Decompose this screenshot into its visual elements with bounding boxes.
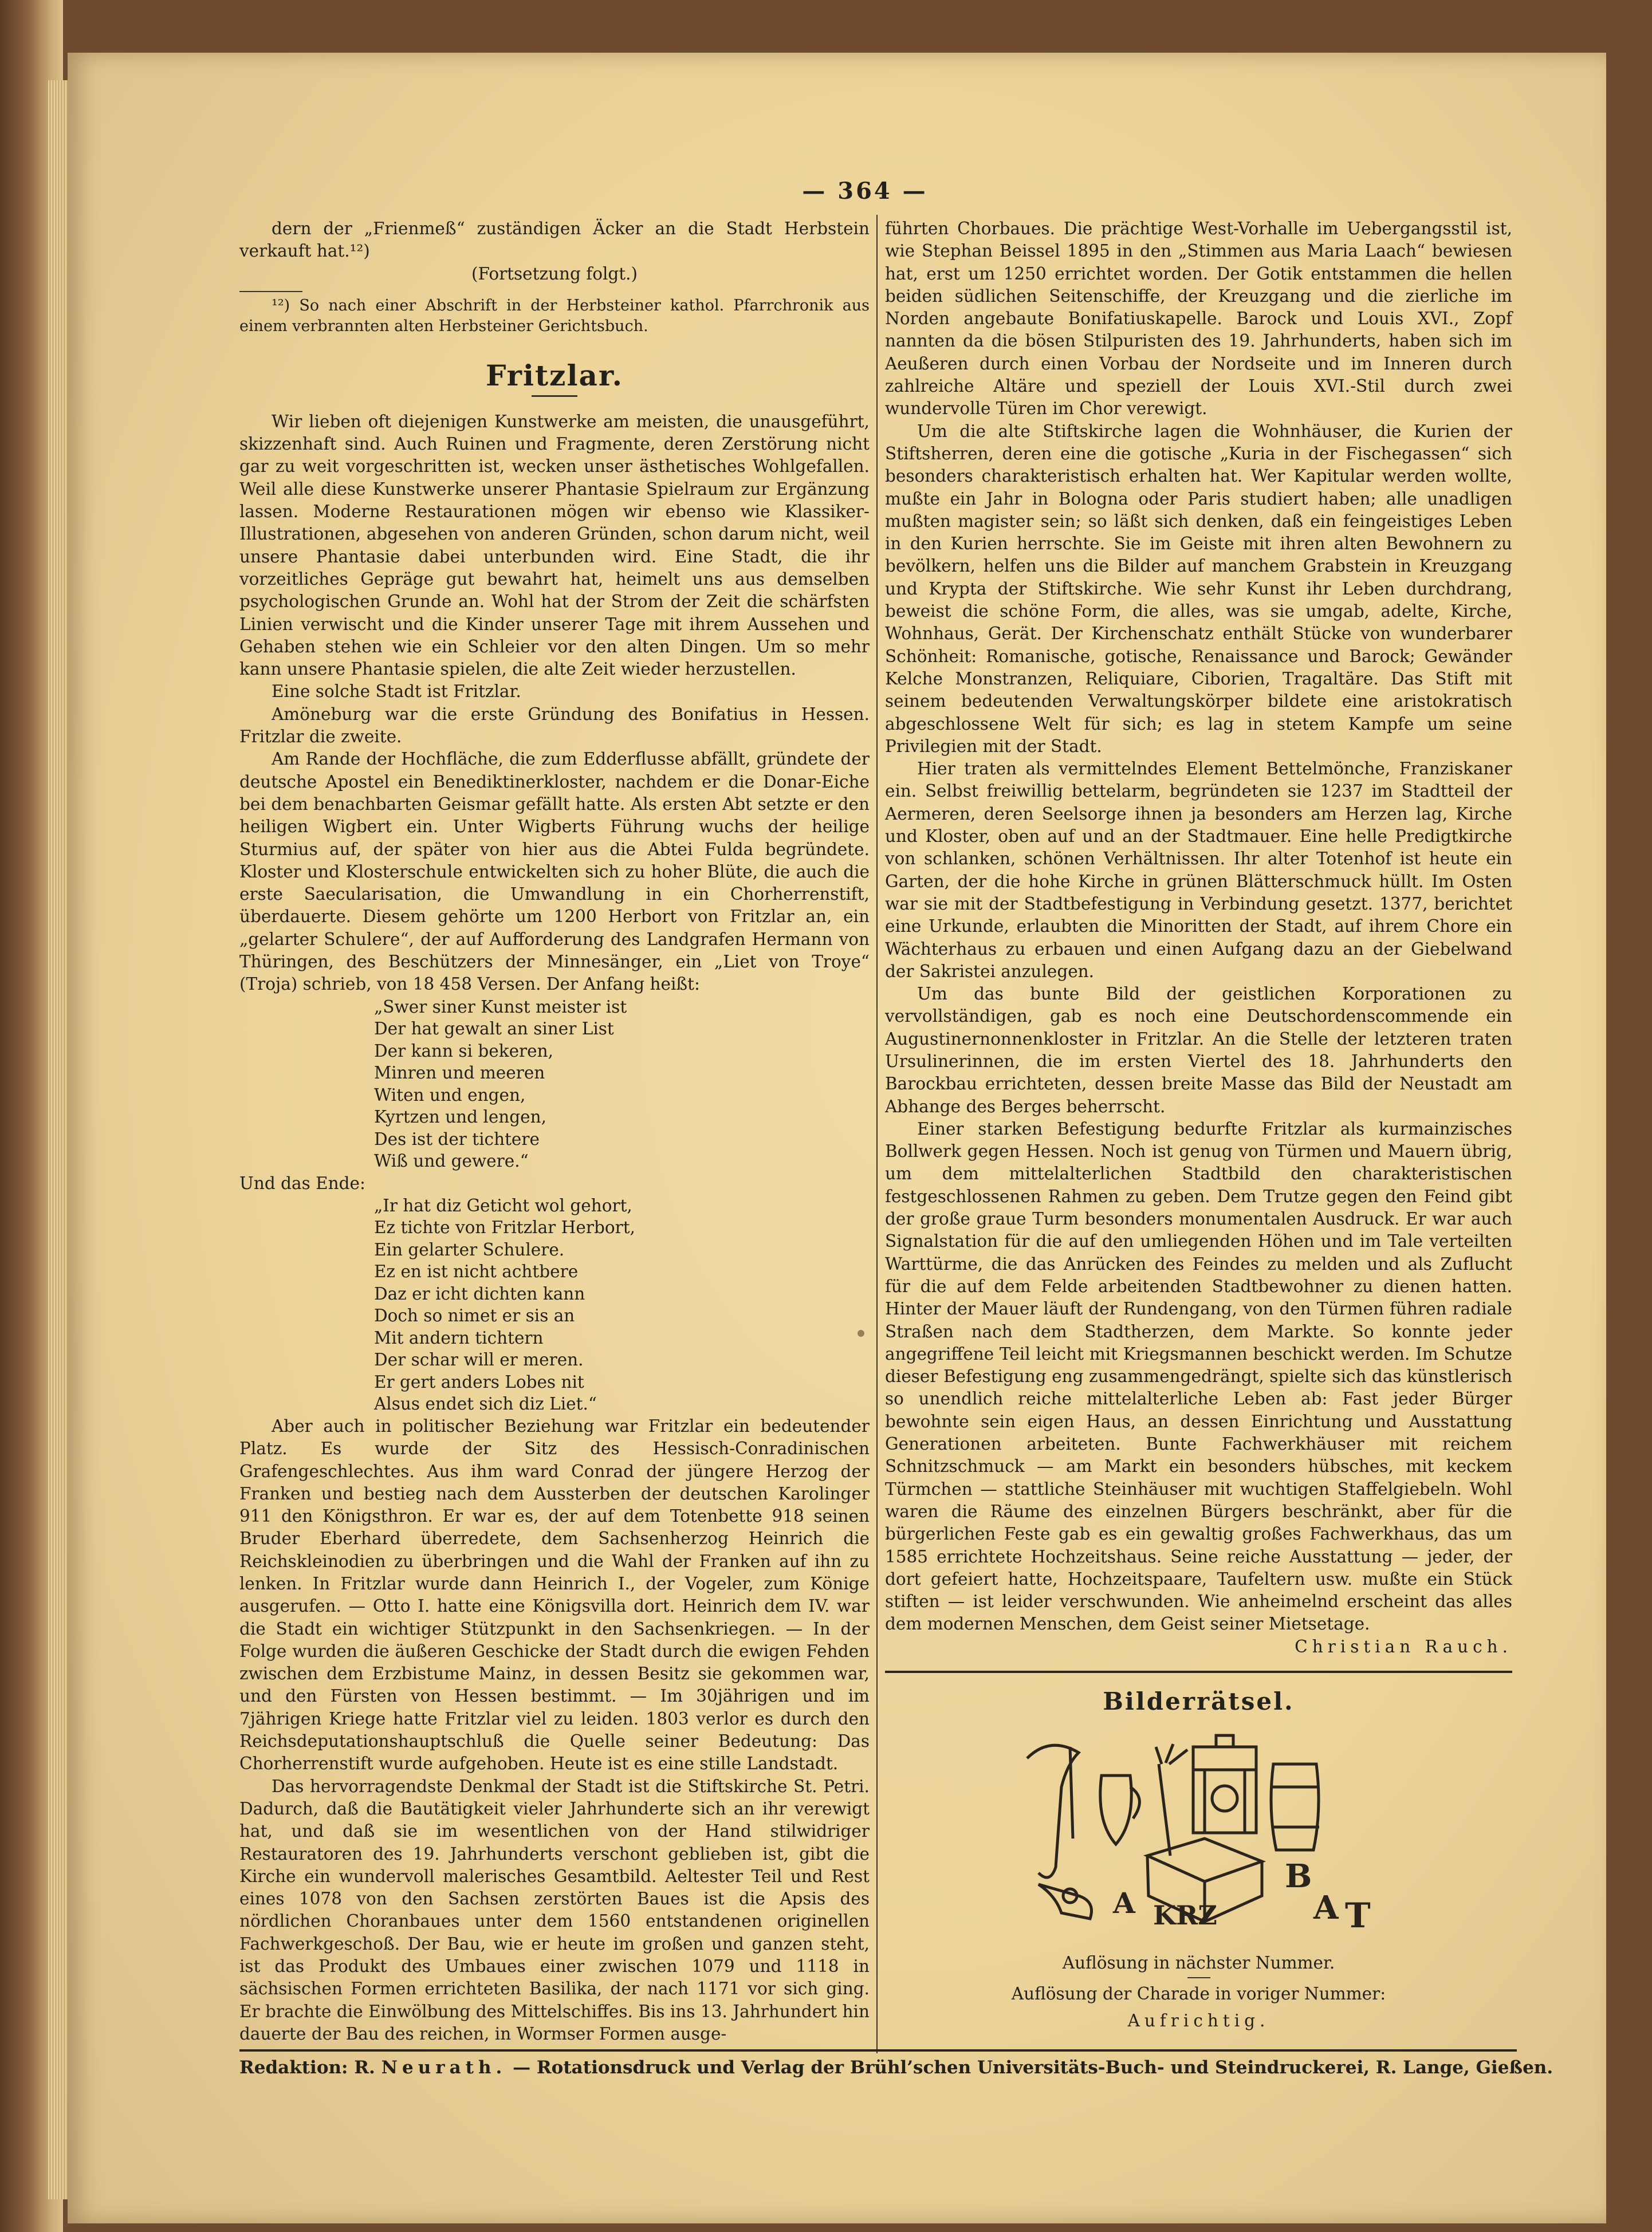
imprint-footer <box>239 2057 1553 2078</box>
footnote: ¹²) So nach einer Abschrift in der Herbsteiner kathol. Pfarrchronik aus einem verbrannten alten Herbsteiner Gerichtsbuch. <box>239 296 870 335</box>
poem-line: „Swer siner Kunst meister ist <box>374 997 627 1017</box>
paragraph: Um das bunte Bild der geistlichen Korporationen zu vervollständigen, gab es noch eine Deutschordenscommende ein Augustinernonnenkloster in Fritzlar. An die Stelle der letzteren traten Ursulinerinnen, die im ersten Viertel des 18. Jahrhunderts den Barockbau errichteten, dessen breite Masse das Bild der Neustadt am Abhange des Berges beherrscht. <box>885 984 1512 1116</box>
section-rule <box>885 1671 1512 1673</box>
paragraph: führten Chorbaues. Die prächtige West-Vorhalle im Uebergangsstil ist, wie Stephan Beissel 1895 in den „Stimmen aus Maria Laach“ bewiesen hat, erst um 1250 errichtet worden. Der Gotik entstammen die hellen beiden südlichen Seitenschiffe, der Kreuzgang und die zierliche im Norden angebaute Bonifatiuskapelle. Barock und Louis XVI., Zopf nannten da die bösen Stilpuristen des 19. Jahrhunderts, haben sich im Aeußeren durch einen Vorbau der Nordseite und im Inneren durch zahlreiche Altäre und speziell der Louis XVI.-Stil durch zwei wundervolle Türen im Chor verewigt. <box>885 219 1512 419</box>
poem-line: Witen und engen, <box>374 1085 526 1105</box>
poem-line: Der schar will er meren. <box>374 1350 584 1370</box>
paragraph: Um die alte Stiftskirche lagen die Wohnhäuser, die Kurien der Stiftsherren, deren eine die gotische „Kuria in der Fischegassen“ sich besonders charakteristisch erhalten hat. Wer Kapitular werden wollte, mußte ein Jahr in Bologna oder Paris studiert haben; alle unadligen mußten magister sein; so läßt sich denken, daß ein feingeistiges Leben in den Kurien herrschte. Sie im Geiste mit ihren alten Bewohnern zu bevölkern, helfen uns die Bilder auf manchem Grabstein in Kreuzgang und Krypta der Stiftskirche. Wie sehr Kunst ihr Leben durchdrang, beweist die schöne Form, die alles, was sie umgab, adelte, Kirche, Wohnhaus, Gerät. Der Kirchenschatz enthält Stücke von wunderbarer Schönheit: Romanische, gotische, Renaissance und Barock; Gewänder Kelche Monstranzen, Reliquiare, Ciborien, Tragaltäre. Das Stift mit seinem bedeutenden Verwaltungskörper bildete eine aristokratisch abgeschlossene Welt für sich; es lag in stetem Kampfe um seine Privilegien mit der Stadt. <box>885 421 1512 756</box>
previous-solution-label: Auflösung der Charade in voriger Nummer: <box>1011 1983 1386 2003</box>
paragraph: Aber auch in politischer Beziehung war Fritzlar ein bedeutender Platz. Es wurde der Sitz des Hessisch-Conradinischen Grafengeschlechtes. Aus ihm ward Conrad der jüngere Herzog der Franken und bestieg nach dem Aussterben der deutschen Karolinger 911 den Königsthron. Er war es, der auf dem Totenbette 918 seinen Bruder Eberhard überredete, dem Sachsenherzog Heinrich die Reichskleinodien zu überbringen und die Wahl der Franken auf ihn zu lenken. In Fritzlar wurde dann Heinrich I., der Vogeler, zum Könige ausgerufen. — Otto I. hatte eine Königsvilla dort. Heinrich dem IV. war die Stadt ein wichtiger Stützpunkt in den Sachsenkriegen. — In der Folge wurden die äußeren Geschicke der Stadt durch die ewigen Fehden zwischen dem Erzbistume Mainz, in dessen Besitz sie gekommen war, und den Fürsten von Hessen bestimmt. — Im 30jährigen und im 7jährigen Kriege hatte Fritzlar viel zu leiden. 1803 verlor es durch den Reichsdeputationshauptschluß die Quelle seiner Bedeutung: Das Chorherrenstift wurde aufgehoben. Heute ist es eine stille Landstadt. <box>239 1416 870 1774</box>
footer-rule <box>239 2049 1517 2052</box>
continuation-text: dern der „Frienmeß“ zuständigen Äcker an die Stadt Herbstein verkauft hat.¹²) <box>239 219 870 261</box>
poem-line: Mit andern tichtern <box>374 1328 544 1348</box>
poem-line: Ez tichte von Fritzlar Herbort, <box>374 1218 635 1238</box>
rebus-note: Auflösung in nächster Nummer. <box>1062 1953 1335 1973</box>
left-column <box>239 218 870 2045</box>
column-rule <box>876 215 878 2053</box>
printer-info: — Rotationsdruck und Verlag der Brühl’schen Universitäts-Buch- und Steindruckerei, R. Lange, Gießen. <box>513 2057 1553 2078</box>
poem-line: Minren und meeren <box>374 1063 545 1083</box>
paragraph: Am Rande der Hochfläche, die zum Edderflusse abfällt, gründete der deutsche Apostel ein Benediktinerkloster, nachdem er die Donar-Eiche bei dem benachbarten Geismar gefällt hatte. Als ersten Abt setzte er den heiligen Wigbert ein. Unter Wigberts Führung wuchs der heilige Sturmius auf, der später von hier aus die Abtei Fulda begründete. Kloster und Klosterschule entwickelten sich zu hoher Blüte, die auch die erste Saecularisation, die Umwandlung in ein Chorherrenstift, überdauerte. Diesem gehörte um 1200 Herbort von Fritzlar an, ein „gelarter Schulere“, der auf Aufforderung des Landgrafen Hermann von Thüringen, des Beschützers der Minnesänger, ein „Liet von Troye“ (Troja) schrieb, von 18 458 Versen. Der Anfang heißt: <box>239 749 870 994</box>
footnote-rule <box>239 291 302 292</box>
poem-beginning <box>374 996 870 1172</box>
rebus-letter: KRZ <box>1153 1900 1217 1931</box>
poem-end-intro: Und das Ende: <box>239 1173 365 1193</box>
rebus-picture-puzzle <box>1016 1724 1382 1947</box>
paragraph: Einer starken Befestigung bedurfte Fritzlar als kurmainzisches Bollwerk gegen Hessen. Noch ist genug von Türmen und Mauern übrig, um dem mittelalterlichen Stadtbild den charakteristischen festgeschlossenen Rahmen zu geben. Dem Trutze gegen den Feind gibt der große graue Turm besonders monumentalen Ausdruck. Er war auch Signalstation für die auf den umliegenden Höhen und im Tale verteilten Warttürme, die das Anrücken des Feindes zu melden und als Zuflucht für die auf dem Felde arbeitenden Stadtbewohner zu dienen hatten. Hinter der Mauer läuft der Rundengang, von den Türmen führen radiale Straßen nach dem Stadtherzen, dem Markte. So konnte jeder angegriffene Teil leicht mit Kriegsmannen beschickt werden. Im Schutze dieser Befestigung eng zusammengedrängt, spielte sich das künstlerisch so unendlich reiche mittelalterliche Leben ab: Fast jeder Bürger bewohnte sein eigen Haus, an dessen Einrichtung und Ausstattung Generationen arbeiteten. Bunte Fachwerkhäuser mit reichem Schnitzschmuck — am Markt ein besonders hübsches, mit keckem Türmchen — stattliche Steinhäuser mit wuchtigen Staffelgiebeln. Wohl waren die Räume des einzelnen Bürgers beschränkt, aber für die bürgerlichen Feste gab es ein gewaltig großes Fachwerkhaus, das um 1585 errichtete Hochzeitshaus. Seine reiche Ausstattung — jeder, der dort gefeiert hatte, Hochzeitspaare, Taufeltern usw. mußte ein Stück stiften — ist leider verschwunden. Wie anheimelnd erscheint das alles dem modernen Menschen, dem Geist seiner Mietsetage. <box>885 1119 1512 1634</box>
poem-line: Er gert anders Lobes nit <box>374 1372 584 1392</box>
poem-line: „Ir hat diz Geticht wol gehort, <box>374 1195 632 1215</box>
poem-line: Ein gelarter Schulere. <box>374 1239 565 1259</box>
editor-label: Redaktion: R. <box>239 2057 375 2078</box>
poem-line: Doch so nimet er sis an <box>374 1306 575 1326</box>
rebus-letter: T <box>1344 1896 1371 1936</box>
article-title: Fritzlar. <box>486 358 623 392</box>
title-rule <box>532 395 577 397</box>
poem-line: Kyrtzen und lengen, <box>374 1107 547 1127</box>
small-rule <box>1187 1977 1210 1978</box>
poem-line: Alsus endet sich diz Liet.“ <box>374 1394 597 1414</box>
puzzle-title: Bilderrätsel. <box>1103 1687 1295 1715</box>
signature-line <box>885 1636 1512 1658</box>
ink-spot <box>858 1330 864 1337</box>
rebus-letter: A <box>1313 1889 1338 1927</box>
poem-line: Ez en ist nicht achtbere <box>374 1262 579 1282</box>
previous-solution: Aufrichtig. <box>1127 2010 1270 2030</box>
rebus-letter: B <box>1284 1857 1312 1896</box>
author-signature: Christian Rauch. <box>1295 1636 1512 1656</box>
poem-ending <box>374 1195 870 1415</box>
poem-line: Des ist der tichtere <box>374 1129 540 1149</box>
paragraph: Amöneburg war die erste Gründung des Bonifatius in Hessen. Fritzlar die zweite. <box>239 704 870 747</box>
paragraph: Das hervorragendste Denkmal der Stadt ist die Stiftskirche St. Petri. Dadurch, daß die Bautätigkeit vieler Jahrhunderte sich an ihr verewigt hat, und daß sie im wesentlichen von der Hand stilwidriger Restauratoren des 19. Jahrhunderts verschont geblieben ist, gibt die Kirche ein wundervoll malerisches Gesamtbild. Aeltester Teil und Rest eines 1078 von den Sachsen zerstörten Baues ist die Apsis des nördlichen Choranbaues unter dem 1560 entstandenen originellen Fachwerkgeschoß. Der Bau, wie er heute im großen und ganzen steht, ist das Produkt des Umbaues einer zwischen 1079 und 1118 in sächsischen Formen errichteten Basilika, der nach 1171 vor sich ging. Er brachte die Einwölbung des Mittelschiffes. Bis ins 13. Jahrhundert hin dauerte der Bau des reichen, in Wormser Formen ausge- <box>239 1776 870 2044</box>
poem-line: Der hat gewalt an siner List <box>374 1019 614 1039</box>
paragraph: Wir lieben oft diejenigen Kunstwerke am meisten, die unausgeführt, skizzenhaft sind. Auch Ruinen und Fragmente, deren Zerstörung nicht gar zu weit vorgeschritten ist, wecken unser ästhetisches Wohlgefallen. Weil alle diese Kunstwerke unserer Phantasie Spielraum zur Ergänzung lassen. Moderne Restaurationen mögen wir ebenso wie Klassiker-Illustrationen, abgesehen von anderen Gründen, schon darum nicht, weil unsere Phantasie dabei unterbunden wird. Eine Stadt, die ihr vorzeitliches Gepräge gut bewahrt hat, heimelt uns aus demselben psychologischen Grunde an. Wohl hat der Strom der Zeit die schärfsten Linien verwischt und die Kinder unserer Tage mit ihrem Aussehen und Gehaben stehen wie ein Schleier vor den alten Dingen. Um so mehr kann unsere Phantasie spielen, die alte Zeit wieder herzustellen. <box>239 411 870 679</box>
page-number: — 364 — <box>802 178 928 204</box>
poem-line: Daz er icht dichten kann <box>374 1284 585 1304</box>
paragraph: Eine solche Stadt ist Fritzlar. <box>272 682 521 702</box>
right-column <box>885 218 1512 2032</box>
rebus-letter: A <box>1112 1886 1135 1920</box>
poem-line: Wiß und gewere.“ <box>374 1151 529 1171</box>
editor-name: Neurath. <box>381 2057 507 2078</box>
paragraph: Hier traten als vermittelndes Element Bettelmönche, Franziskaner ein. Selbst freiwillig bettelarm, begründeten sie 1237 im Stadtteil der Aermeren, deren Seelsorge ihnen ja besonders am Herzen lag, Kirche und Kloster, oben auf und an der Stadtmauer. Eine helle Predigtkirche von schlanken, schönen Verhältnissen. Ihr alter Totenhof ist heute ein Garten, der die hohe Kirche in grünen Blätterschmuck hüllt. Im Osten war sie mit der Stadtbefestigung in Verbindung gesetzt. 1377, berichtet eine Urkunde, erlaubten die Minoritten der Stadt, auf ihrem Chore ein Wächterhaus zu erbauen und einen Aufgang dazu an der Giebelwand der Sakristei anzulegen. <box>885 759 1512 981</box>
poem-line: Der kann si bekeren, <box>374 1041 553 1061</box>
continuation-note: (Fortsetzung folgt.) <box>471 263 638 284</box>
